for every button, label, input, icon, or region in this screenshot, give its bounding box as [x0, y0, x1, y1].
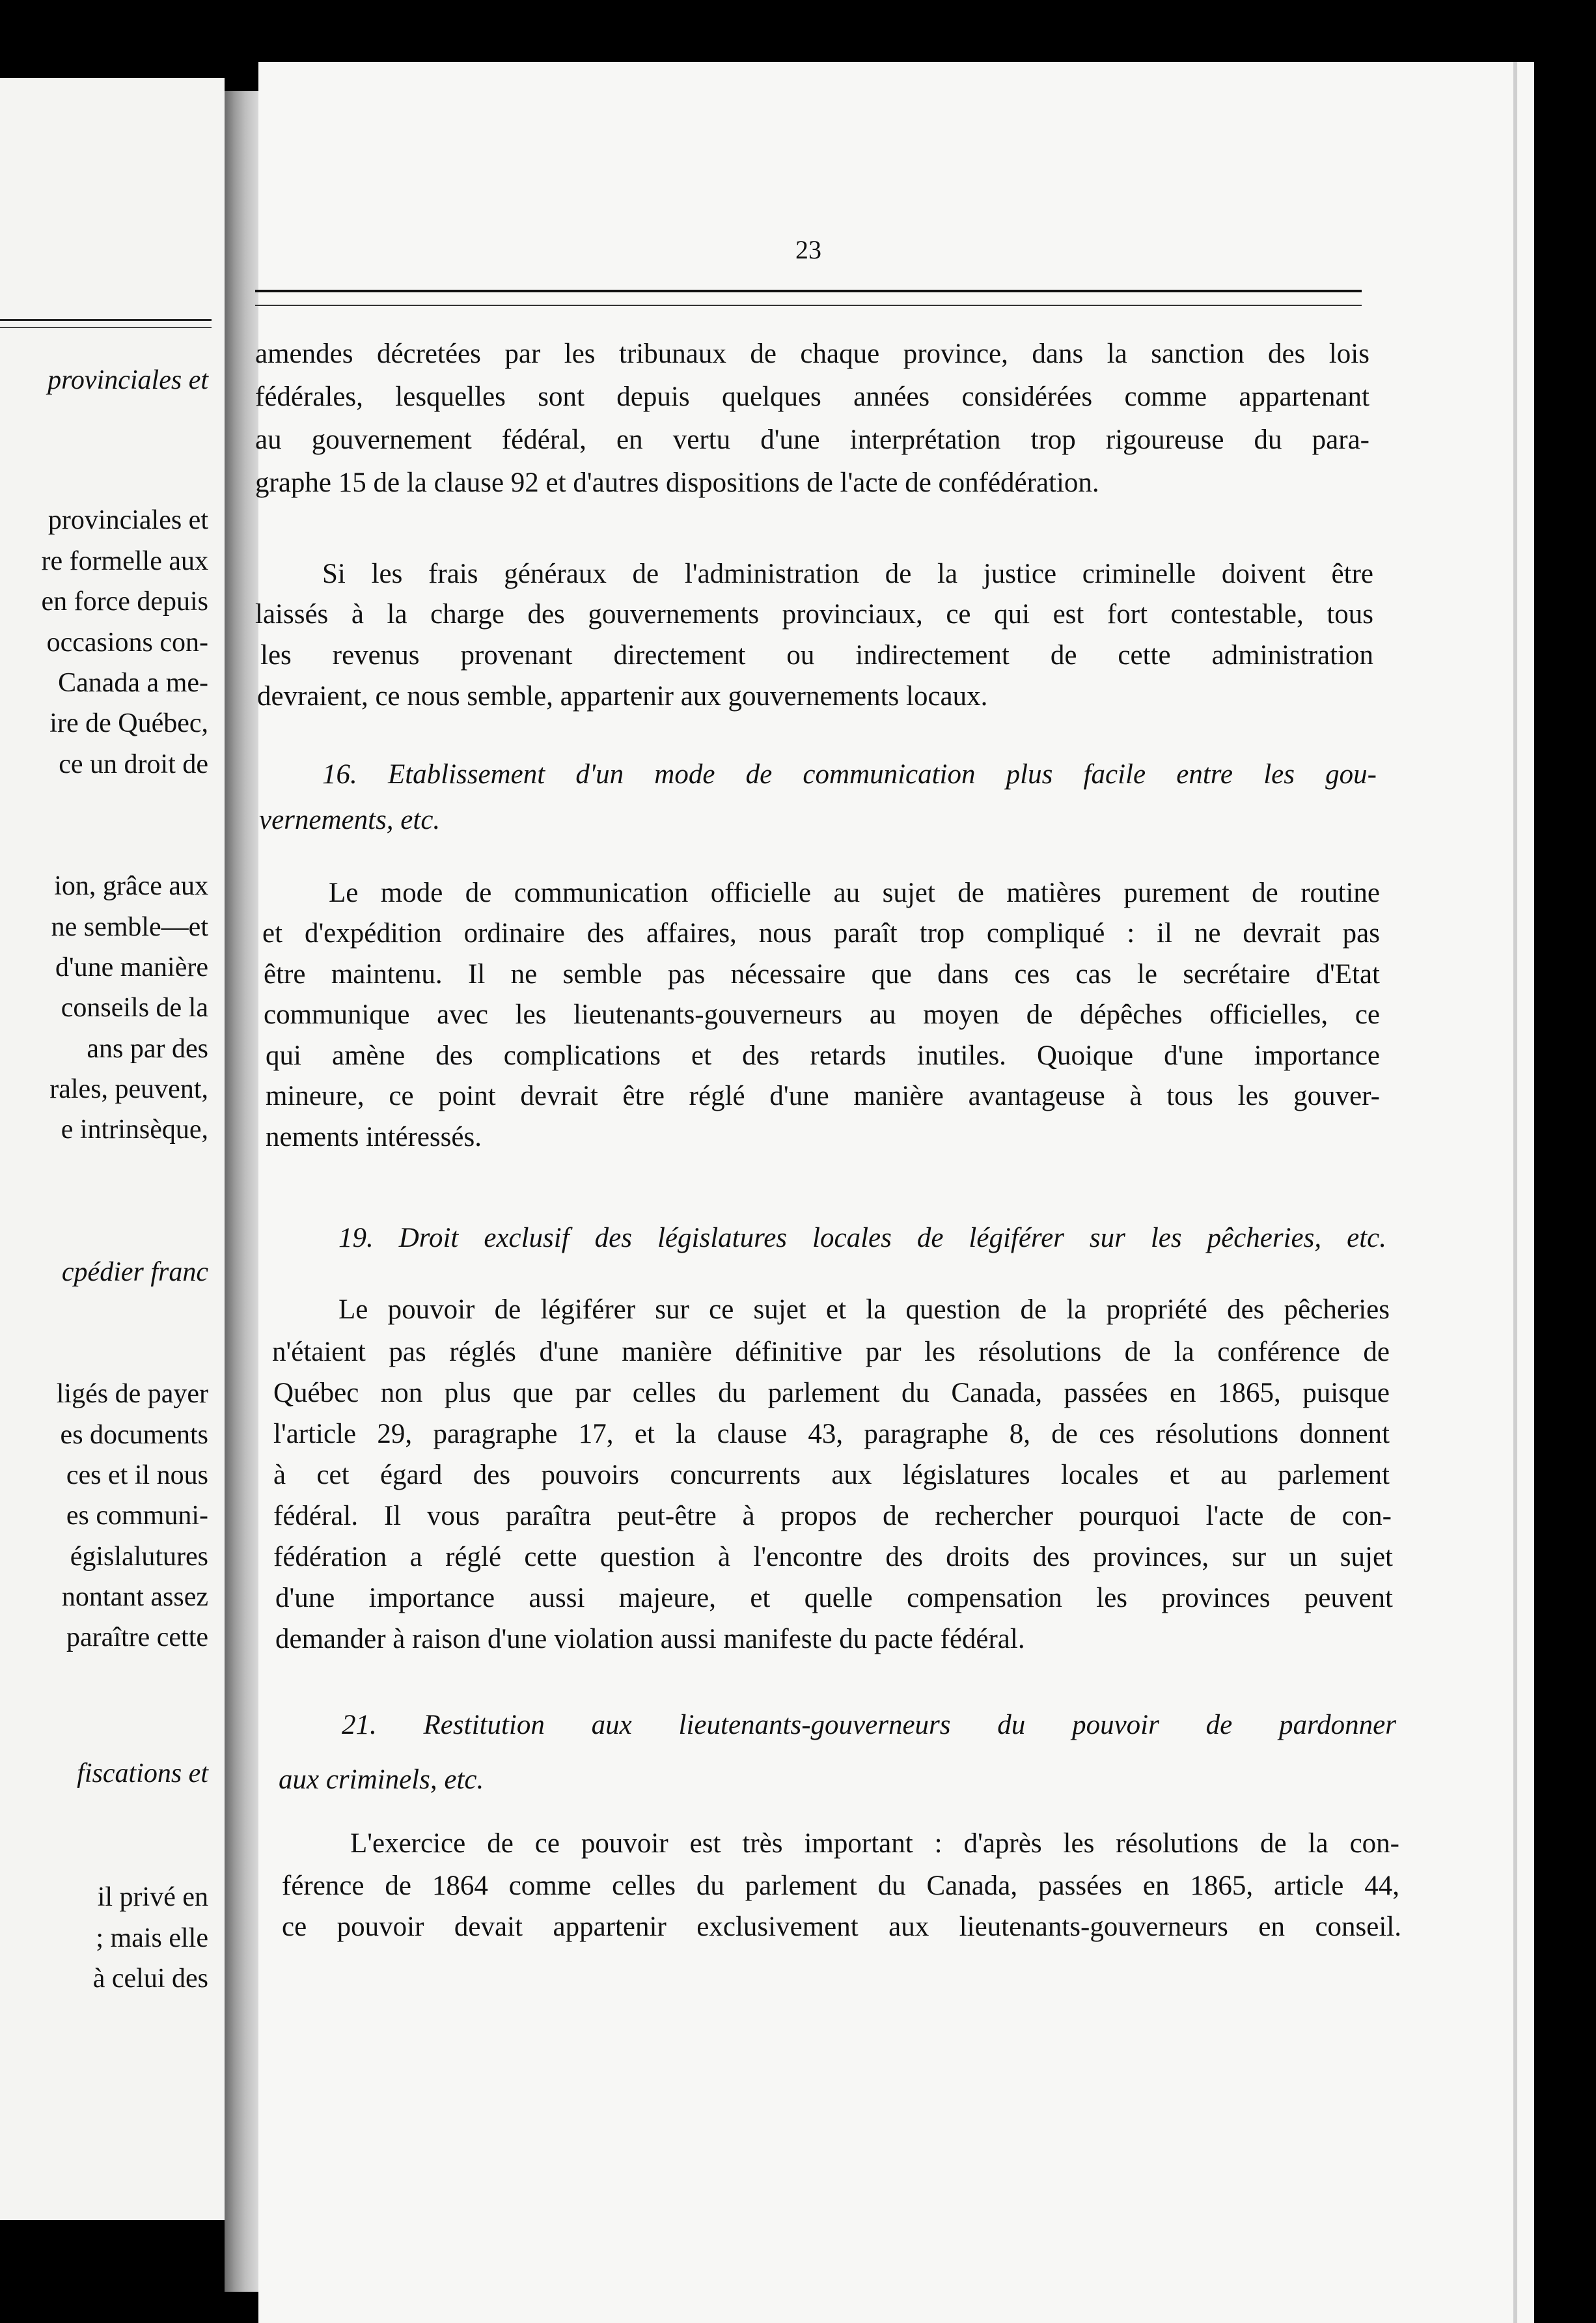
body-text-line: 19. Droit exclusif des législatures locales de légiférer sur les pêcheries, etc. [338, 1223, 1386, 1253]
left-header-rule-thin [0, 327, 212, 328]
body-text-line: L'exercice de ce pouvoir est très important : d'après les résolutions de la con- [350, 1828, 1399, 1859]
body-text-line: demander à raison d'une violation aussi manifeste du pacte fédéral. [275, 1624, 1025, 1654]
page-number: 23 [795, 235, 821, 264]
body-text-line: au gouvernement fédéral, en vertu d'une interprétation trop rigoureuse du para- [255, 424, 1369, 455]
left-page-text-line: es documents [60, 1420, 208, 1450]
body-text-line: fédération a réglé cette question à l'encontre des droits des provinces, sur un sujet [273, 1542, 1393, 1572]
body-text-line: mineure, ce point devrait être réglé d'une manière avantageuse à tous les gouver- [266, 1081, 1380, 1111]
body-text-line: communique avec les lieutenants-gouverneurs au moyen de dépêches officielles, ce [264, 999, 1380, 1030]
left-page-text-line: conseils de la [61, 993, 208, 1023]
header-rule [255, 290, 1362, 292]
right-page-edge [1513, 62, 1517, 2323]
left-page-text-line: il privé en [97, 1882, 208, 1912]
body-text-line: férence de 1864 comme celles du parlement du Canada, passées en 1865, article 44, [282, 1871, 1399, 1901]
body-text-line: d'une importance aussi majeure, et quelle compensation les provinces peuvent [275, 1583, 1393, 1613]
left-page-text-line: Canada a me- [58, 668, 208, 698]
body-text-line: amendes décretées par les tribunaux de chaque province, dans la sanction des lois [255, 339, 1369, 369]
body-text-line: qui amène des complications et des retards inutiles. Quoique d'une importance [266, 1040, 1380, 1071]
body-text-line: les revenus provenant directement ou indirectement de cette administration [260, 640, 1373, 671]
left-page-text-line: provinciales et [48, 505, 208, 535]
left-page-text-line: fiscations et [77, 1759, 208, 1788]
left-page-text-line: ne semble—et [51, 912, 208, 942]
left-page-text-line: égislalutures [70, 1542, 208, 1572]
left-page-text-line: ans par des [87, 1034, 208, 1064]
left-page-text-line: e intrinsèque, [61, 1115, 208, 1145]
body-text-line: fédérales, lesquelles sont depuis quelques années considérées comme appartenant [255, 382, 1369, 412]
header-rule-thin [255, 305, 1362, 306]
body-text-line: ce pouvoir devait appartenir exclusivement aux lieutenants-gouverneurs en conseil. [282, 1912, 1401, 1942]
body-text-line: Québec non plus que par celles du parlement du Canada, passées en 1865, puisque [273, 1378, 1390, 1408]
left-page-text-line: ; mais elle [96, 1923, 208, 1953]
body-text-line: Le pouvoir de légiférer sur ce sujet et la question de la propriété des pêcheries [338, 1294, 1390, 1325]
left-page-text-line: es communi- [66, 1501, 208, 1531]
left-page-text-line: provinciales et [48, 365, 208, 395]
body-text-line: nements intéressés. [266, 1122, 482, 1152]
left-page-text-line: cpédier franc [61, 1257, 208, 1287]
body-text-line: Le mode de communication officielle au sujet de matières purement de routine [329, 878, 1380, 908]
body-text-line: aux criminels, etc. [279, 1764, 484, 1795]
left-page-text-line: rales, peuvent, [49, 1074, 208, 1104]
body-text-line: l'article 29, paragraphe 17, et la clause 43, paragraphe 8, de ces résolutions donnent [273, 1419, 1390, 1449]
body-text-line: être maintenu. Il ne semble pas nécessaire que dans ces cas le secrétaire d'Etat [264, 959, 1380, 990]
body-text-line: devraient, ce nous semble, appartenir aux gouvernements locaux. [257, 681, 988, 712]
left-page-text-line: nontant assez [61, 1582, 208, 1612]
body-text-line: 16. Etablissement d'un mode de communication plus facile entre les gou- [322, 759, 1377, 790]
left-page-text-line: ces et il nous [66, 1460, 208, 1490]
left-page-text-line: ion, grâce aux [54, 871, 208, 901]
left-page-text-line: paraître cette [66, 1622, 208, 1652]
body-text-line: à cet égard des pouvoirs concurrents aux législatures locales et au parlement [273, 1460, 1390, 1490]
left-page-text-line: à celui des [92, 1964, 208, 1994]
left-page-text-line: en force depuis [41, 587, 208, 617]
left-page-text-line: ligés de payer [56, 1379, 208, 1409]
left-header-rule [0, 319, 212, 321]
left-page-text-line: re formelle aux [41, 546, 208, 576]
left-page-text-line: ire de Québec, [49, 708, 208, 738]
body-text-line: graphe 15 de la clause 92 et d'autres dispositions de l'acte de confédération. [255, 467, 1099, 498]
body-text-line: n'étaient pas réglés d'une manière définitive par les résolutions de la conférence de [272, 1337, 1390, 1367]
body-text-line: et d'expédition ordinaire des affaires, nous paraît trop compliqué : il ne devrait pas [262, 918, 1380, 949]
left-page-text-line: d'une manière [55, 953, 208, 982]
left-page-text-line: occasions con- [46, 628, 208, 658]
body-text-line: vernements, etc. [259, 805, 441, 835]
body-text-line: fédéral. Il vous paraîtra peut-être à propos de rechercher pourquoi l'acte de con- [273, 1501, 1392, 1531]
body-text-line: laissés à la charge des gouvernements provinciaux, ce qui est fort contestable, tous [255, 599, 1373, 630]
body-text-line: Si les frais généraux de l'administration de la justice criminelle doivent être [322, 559, 1373, 589]
book-gutter-shadow [225, 91, 258, 2292]
body-text-line: 21. Restitution aux lieutenants-gouverneurs du pouvoir de pardonner [342, 1710, 1396, 1740]
left-page-text-line: ce un droit de [59, 749, 208, 779]
